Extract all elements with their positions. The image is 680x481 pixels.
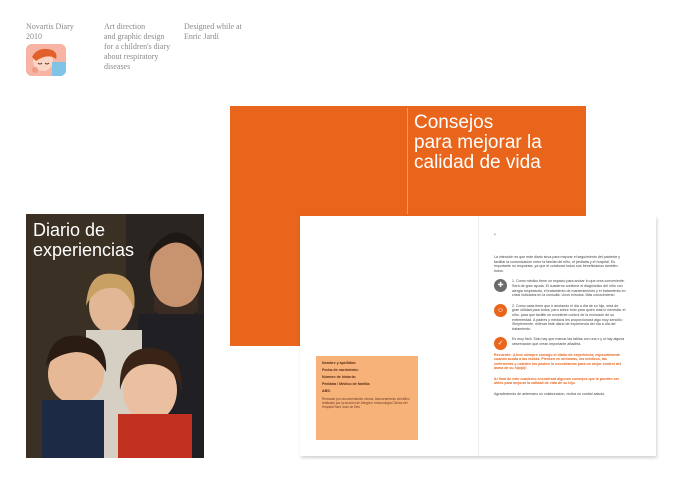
caption-project-title: Novartis Diary 2010 (26, 22, 74, 41)
list-item (494, 304, 626, 332)
caption-description: Art direction and graphic design for a children's diary about respiratory diseases (104, 22, 171, 71)
patient-info-form (316, 356, 418, 440)
intro-paragraph: La intención es que este diario sirva para mejorar el seguimiento del paciente y facilitar la comunicación entre la familia del niño, el pediatra y el hospital. Es importante su respuesta, ya que el colaborar todos nos beneficiamos también todos. (494, 255, 621, 273)
diary-cover (26, 214, 204, 458)
checkmark-icon: ✓ (494, 337, 507, 350)
form-footer: Revisado por documentación clínica. Asesoramiento científico realizado por la sección de Alergia e Inmunología Clínica del Hospital Sant Joan de Déu (322, 397, 410, 410)
family-icon: ☺ (494, 304, 507, 317)
spread-body-text (494, 255, 626, 403)
form-field: Nombre y apellidos: (322, 361, 357, 365)
form-field: Pediatra / Médico de familia: (322, 382, 371, 386)
form-field: Número de historia: (322, 375, 356, 379)
cover-title: Diario de experiencias (33, 220, 135, 260)
item-text: Es muy fácil. Sólo hay que marcar las tablas con una x y si hay alguna observación que crean importante añadirla. (512, 337, 625, 346)
spread-heading: Consejos para mejorar la calidad de vida (414, 112, 542, 173)
diary-logo-illustration (26, 44, 66, 76)
orange-page-left (230, 106, 300, 346)
item-text: 1. Como médico tiene un espacio para anotar lo que crea conveniente. Será de gran ayuda. El cuaderno contiene el diagnóstico del niño con alergia respiratoria, el tratamiento de mantenimiento y el tratamiento en crisis indicados en la consulta. Unos minutos. Más conocimiento (512, 279, 626, 298)
tips-note: Al final de este cuaderno encontrará algunos consejos que le pueden ser útiles para mejorar la calidad de vida de su hijo. (494, 376, 620, 386)
reminder-note: Recuerde: ¡Lleve siempre consigo el diario de experiencia, especialmente cuando acuda a las visitas. Piensen en síntomas, los médicos, las enfermeras y ustedes los padres lo necesitamos para un mejor control del asma de su hijo(a)! (494, 352, 622, 371)
thanks-line: Agradeciendo de antemano su colaboración, reciba un cordial saludo. (494, 392, 606, 397)
doctor-icon: ✚ (494, 279, 507, 292)
orange-page-fold (407, 108, 408, 214)
list-item (494, 279, 626, 297)
sleeping-child-icon (26, 44, 66, 76)
spread-fold-line (478, 216, 479, 456)
form-field: ABS: (322, 389, 331, 393)
caption-credit: Designed while at Enric Jardí (184, 22, 242, 41)
item-text: 2. Como cada tiene que ir anotando el día a día de su hijo, será de gran utilidad para todos, pero sobre todo para quien más lo necesita: el niño, para que facilite un excelente control de la evolución de su enfermedad. A padres y médicos les proporcionará algo muy sencillo: Simplemente, rellenar este diario de experiencia del día a día del tratamiento. (512, 303, 626, 331)
form-field: Fecha de nacimiento: (322, 368, 359, 372)
page-mark: • (494, 232, 496, 238)
list-item (494, 337, 626, 346)
